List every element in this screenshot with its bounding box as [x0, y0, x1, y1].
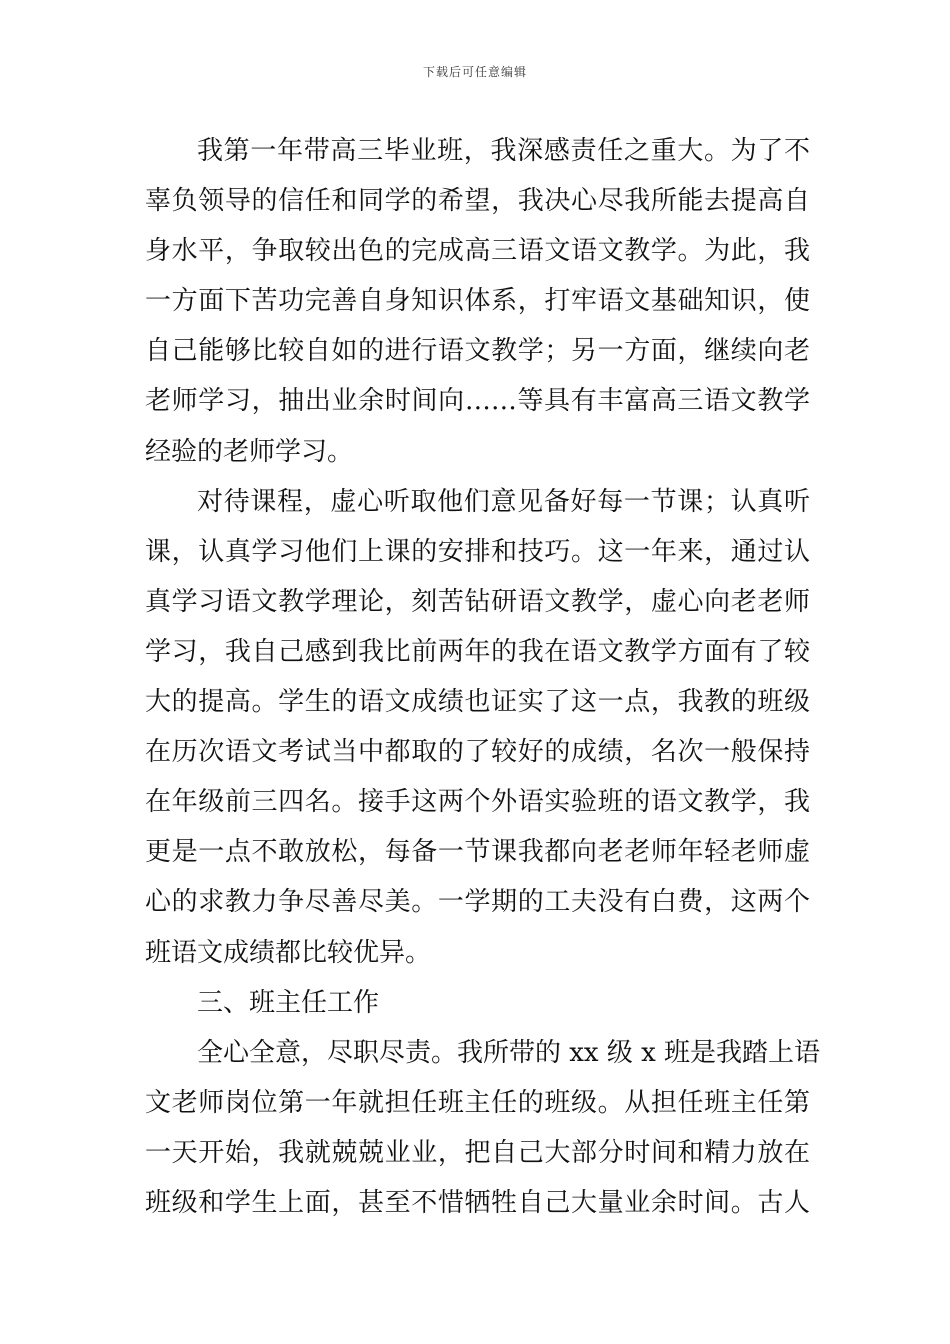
text-line: 身水平，争取较出色的完成高三语文语文教学。为此，我 [145, 236, 810, 267]
text-line: 对待课程，虚心听取他们意见备好每一节课；认真听 [197, 486, 810, 517]
text-line: 心的求教力争尽善尽美。一学期的工夫没有白费，这两个 [145, 887, 810, 918]
text-line: 真学习语文教学理论，刻苦钻研语文教学，虚心向老老师 [145, 586, 810, 617]
text-line: 辜负领导的信任和同学的希望，我决心尽我所能去提高自 [145, 186, 810, 217]
text-line: 在年级前三四名。接手这两个外语实验班的语文教学，我 [145, 787, 810, 818]
text-line: 我第一年带高三毕业班，我深感责任之重大。为了不 [197, 136, 810, 166]
document-body [145, 126, 821, 1228]
text-line: 全心全意，尽职尽责。我所带的 xx 级 x 班是我踏上语 [197, 1037, 821, 1068]
text-line: 一天开始，我就兢兢业业，把自己大部分时间和精力放在 [145, 1137, 810, 1168]
text-line: 课，认真学习他们上课的安排和技巧。这一年来，通过认 [145, 536, 810, 567]
text-line: 班级和学生上面，甚至不惜牺牲自己大量业余时间。古人 [145, 1187, 810, 1218]
text-line: 班语文成绩都比较优异。 [145, 937, 432, 968]
text-line: 更是一点不敢放松，每备一节课我都向老老师年轻老师虚 [145, 837, 810, 868]
text-line: 在历次语文考试当中都取的了较好的成绩，名次一般保持 [145, 737, 810, 768]
section-heading [145, 978, 810, 1028]
page-header: 下载后可任意编辑 [422, 65, 527, 79]
text-line: 老师学习，抽出业余时间向……等具有丰富高三语文教学 [145, 386, 810, 417]
paragraph [145, 1028, 821, 1228]
text-line: 三、班主任工作 [197, 987, 380, 1018]
text-line: 经验的老师学习。 [145, 436, 354, 467]
text-line: 文老师岗位第一年就担任班主任的班级。从担任班主任第 [145, 1087, 810, 1118]
paragraph [145, 477, 810, 978]
text-line: 自己能够比较自如的进行语文教学；另一方面，继续向老 [145, 336, 810, 367]
text-line: 大的提高。学生的语文成绩也证实了这一点，我教的班级 [145, 687, 810, 718]
text-line: 学习，我自己感到我比前两年的我在语文教学方面有了较 [145, 636, 810, 667]
paragraph [145, 126, 810, 477]
text-line: 一方面下苦功完善自身知识体系，打牢语文基础知识，使 [145, 286, 810, 317]
